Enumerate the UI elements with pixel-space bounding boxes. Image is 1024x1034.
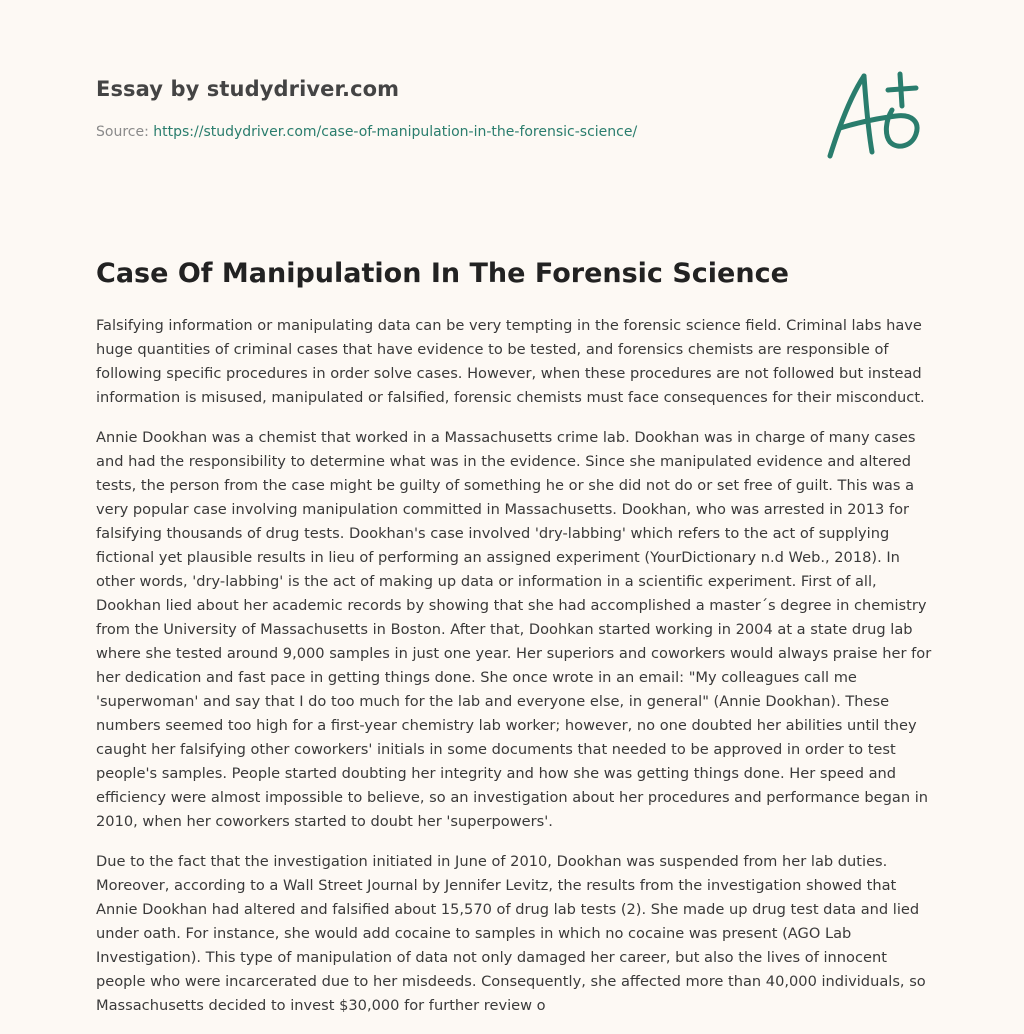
- essay-body: [96, 314, 936, 1034]
- paragraph: Due to the fact that the investigation initiated in June of 2010, Dookhan was suspended from her lab duties. Moreover, according to a Wall Street Journal by Jennifer Levitz, the results from the investigation showed that Annie Dookhan had altered and falsified about 15,570 of drug lab tests (2). She made up drug test data and lied under oath. For instance, she would add cocaine to samples in which no cocaine was present (AGO Lab Investigation). This type of manipulation of data not only damaged her career, but also the lives of innocent people who were incarcerated due to her misdeeds. Consequently, she affected more than 40,000 individuals, so Massachusetts decided to invest $30,000 for further review o: [96, 853, 926, 1014]
- essay-title: Case Of Manipulation In The Forensic Science: [96, 258, 789, 289]
- paragraph: Falsifying information or manipulating data can be very tempting in the forensic science field. Criminal labs have huge quantities of criminal cases that have evidence to be tested, and forensics chemists are responsible of following specific procedures in order solve cases. However, when these procedures are not followed but instead information is misused, manipulated or falsified, forensic chemists must face consequences for their misconduct.: [96, 317, 925, 406]
- a-plus-grade-icon: [820, 64, 930, 164]
- source-link[interactable]: https://studydriver.com/case-of-manipulation-in-the-forensic-science/: [153, 124, 638, 140]
- site-header: [96, 74, 796, 142]
- paragraph: Annie Dookhan was a chemist that worked in a Massachusetts crime lab. Dookhan was in charge of many cases and had the responsibility to determine what was in the evidence. Since she manipulated evidence and altered tests, the person from the case might be guilty of something he or she did not do or set free of guilt. This was a very popular case involving manipulation committed in Massachusetts. Dookhan, who was arrested in 2013 for falsifying thousands of drug tests. Dookhan's case involved 'dry-labbing' which refers to the act of supplying fictional yet plausible results in lieu of performing an assigned experiment (YourDictionary n.d Web., 2018). In other words, 'dry-labbing' is the act of making up data or information in a scientific experiment. First of all, Dookhan lied about her academic records by showing that she had accomplished a master´s degree in chemistry from the University of Massachusetts in Boston. After that, Doohkan started working in 2004 at a state drug lab where she tested around 9,000 samples in just one year. Her superiors and coworkers would always praise her for her dedication and fast pace in getting things done. She once wrote in an email: "My colleagues call me 'superwoman' and say that I do too much for the lab and everyone else, in general" (Annie Dookhan). These numbers seemed too high for a first-year chemistry lab worker; however, no one doubted her abilities until they caught her falsifying other coworkers' initials in some documents that needed to be approved in order to test people's samples. People started doubting her integrity and how she was getting things done. Her speed and efficiency were almost impossible to believe, so an investigation about her procedures and performance began in 2010, when her coworkers started to doubt her 'superpowers'.: [96, 429, 932, 830]
- source-line: [96, 122, 796, 142]
- site-title: Essay by studydriver.com: [96, 77, 400, 101]
- source-label: Source:: [96, 124, 154, 140]
